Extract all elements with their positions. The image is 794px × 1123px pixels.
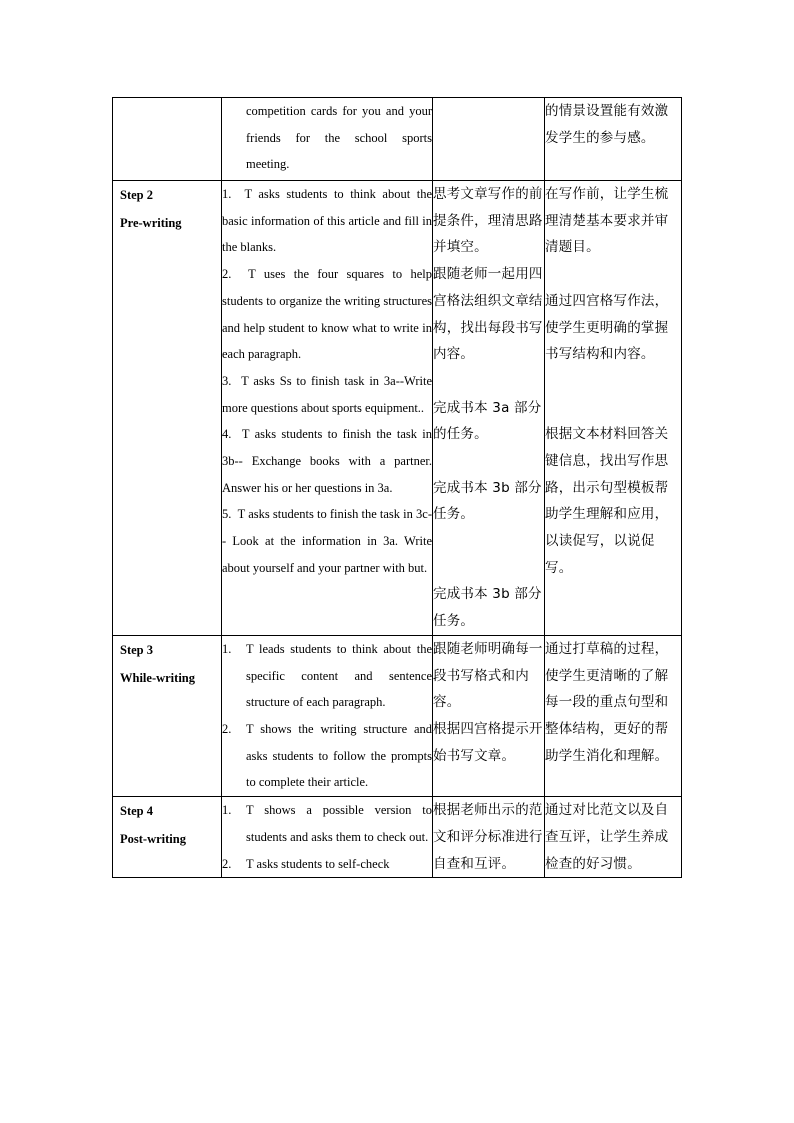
activity-item: [222, 851, 432, 878]
activity-cell: [222, 98, 433, 181]
item-number: 5.: [222, 507, 232, 522]
activity-item: [222, 181, 432, 261]
student-activity: 完成书本 3b 部分任务。: [433, 586, 542, 630]
item-text: T asks students to think about the basic information of this article and fill in the blanks.: [222, 187, 432, 255]
activity-cell: [222, 797, 433, 878]
student-activity: 根据四宫格提示开始书写文章。: [433, 721, 543, 764]
lesson-plan-table: [112, 97, 682, 878]
item-number: 2.: [222, 856, 232, 871]
item-text: T asks students to finish the task in 3b-- Exchange books with a partner. Answer his or her questions in 3a.: [222, 427, 432, 495]
item-text: T shows the writing structure and asks students to follow the prompts to complete their article.: [246, 722, 432, 790]
item-text: T uses the four squares to help students to organize the writing structures and help student to know what to write in each paragraph.: [222, 267, 433, 362]
table-row: [113, 98, 682, 181]
item-text: T asks Ss to finish task in 3a--Write more questions about sports equipment..: [222, 373, 432, 415]
step-cell: [113, 98, 222, 181]
item-number: 2.: [222, 267, 232, 282]
table-row: [113, 797, 682, 878]
purpose-text: 通过对比范文以及自查互评，让学生养成检查的好习惯。: [545, 802, 669, 872]
item-number: 3.: [222, 373, 232, 388]
purpose-text: 通过打草稿的过程，使学生更清晰的了解每一段的重点句型和整体结构，更好的帮助学生消化和理解。: [545, 640, 669, 764]
activity-item: [222, 368, 432, 421]
purpose-text: 的情景设置能有效激发学生的参与感。: [545, 103, 669, 146]
step-number: Step 4: [120, 804, 153, 819]
student-cell: [433, 98, 545, 181]
item-text: T leads students to think about the specific content and sentence structure of each paragraph.: [246, 641, 432, 710]
step-stage: Post-writing: [120, 831, 186, 846]
purpose-cell: [545, 797, 682, 878]
step-cell: [113, 797, 222, 878]
student-cell: [433, 797, 545, 878]
table-row: [113, 635, 682, 796]
step-cell: [113, 181, 222, 636]
student-cell: [433, 635, 545, 796]
purpose-cell: [545, 98, 682, 181]
step-number: Step 3: [120, 642, 153, 657]
student-activity: 跟随老师一起用四宫格法组织文章结构，找出每段书写内容。: [433, 266, 543, 363]
student-cell: [433, 181, 545, 636]
activity-item: [222, 797, 432, 850]
table-row: [113, 181, 682, 636]
step-number: Step 2: [120, 188, 153, 202]
purpose-cell: [545, 635, 682, 796]
student-activity: 跟随老师明确每一段书写格式和内容。: [433, 640, 543, 711]
item-number: 1.: [222, 803, 232, 818]
activity-item: [222, 501, 432, 581]
activity-cell: [222, 181, 433, 636]
item-text: T asks students to finish the task in 3c-- Look at the information in 3a. Write about yourself and your partner with but.: [222, 507, 433, 575]
item-number: 1.: [222, 187, 232, 201]
student-activity: 完成书本 3b 部分任务。: [433, 479, 542, 523]
item-number: 4.: [222, 427, 232, 442]
activity-item: [222, 261, 432, 368]
student-activity: 完成书本 3a 部分的任务。: [433, 399, 542, 443]
step-stage: While-writing: [120, 670, 195, 685]
student-activity: 根据老师出示的范文和评分标准进行自查和互评。: [433, 802, 543, 872]
purpose-cell: [545, 181, 682, 636]
purpose-text: 根据文本材料回答关键信息，找出写作思路，出示句型模板帮助学生理解和应用，以读促写，以说促写。: [545, 426, 669, 576]
activity-item: [222, 716, 432, 796]
activity-continuation: competition cards for you and your friends for the school sports meeting.: [246, 104, 432, 172]
item-text: T asks students to self-check: [246, 856, 390, 871]
item-number: 1.: [222, 641, 232, 656]
step-cell: [113, 635, 222, 796]
purpose-text: 在写作前，让学生梳理清楚基本要求并审清题目。: [545, 186, 669, 256]
activity-item: [222, 421, 432, 501]
activity-cell: [222, 635, 433, 796]
item-number: 2.: [222, 722, 232, 736]
student-activity: 思考文章写作的前提条件，理清思路并填空。: [433, 186, 543, 256]
step-stage: Pre-writing: [120, 215, 182, 230]
purpose-text: 通过四宫格写作法，使学生更明确的掌握书写结构和内容。: [545, 292, 669, 363]
activity-item: [222, 636, 432, 716]
item-text: T shows a possible version to students and asks them to check out.: [246, 803, 432, 844]
